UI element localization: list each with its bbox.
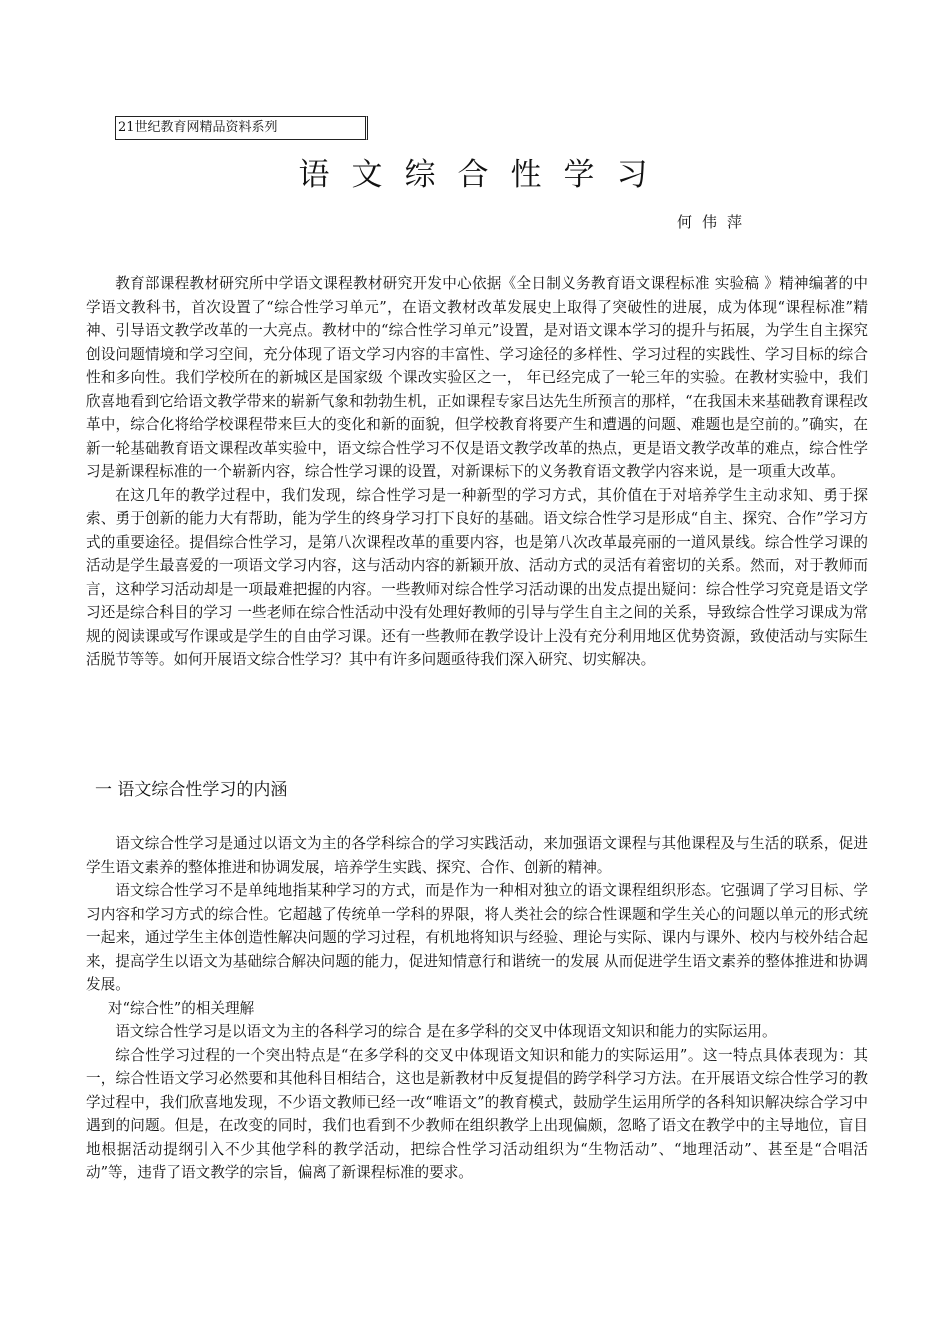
series-label-box [115,116,368,140]
section-heading: 一 语文综合性学习的内涵 [95,780,288,800]
author-name: 何伟萍 [677,213,753,231]
page-title: 语文综合性学习 [298,157,670,193]
section-1-body [86,832,868,1185]
intro-section [86,272,868,672]
section-paragraph-3: 语文综合性学习是以语文为主的各科学习的综合 是在多学科的交叉中体现语文知识和能力的实际运用。 [115,1023,777,1040]
intro-paragraph-1: 教育部课程教材研究所中学语文课程教材研究开发中心依据《全日制义务教育语文课程标准 实验稿 》精神编著的中学语文教科书，首次设置了“综合性学习单元”，在语文教材改革发展史上取得了突破性的进展，成为体现“课程标准”精神、引导语文教学改革的一大亮点。教材中的“综合性学习单元”设置，是对语文课本学习的提升与拓展，为学生自主探究创设问题情境和学习空间，充分体现了语文学习内容的丰富性、学习途径的多样性、学习过程的实践性、学习目标的综合性和多向性。我们学校所在的新城区是国家级 个课改实验区之一， 年已经完成了一轮三年的实验。在教材实验中，我们欣喜地看到它给语文教学带来的崭新气象和勃勃生机，正如课程专家吕达先生所预言的那样，“在我国未来基础教育课程改革中，综合化将给学校课程带来巨大的变化和新的面貌，但学校教育将要产生和遭遇的问题、难题也是空前的。”确实，在新一轮基础教育语文课程改革实验中，语文综合性学习不仅是语文教学改革的热点，更是语文教学改革的难点，综合性学习是新课程标准的一个崭新内容，综合性学习课的设置，对新课标下的义务教育语文教学内容来说，是一项重大改革。 [86,275,868,480]
section-paragraph-4: 综合性学习过程的一个突出特点是“在多学科的交叉中体现语文知识和能力的实际运用”。这一特点具体表现为：其一，综合性语文学习必然要和其他科目相结合，这也是新教材中反复提倡的跨学科学习方法。在开展语文综合性学习的教学过程中，我们欣喜地发现，不少语文教师已经一改“唯语文”的教育模式，鼓励学生运用所学的各科知识解决综合学习中遇到的问题。但是，在改变的同时，我们也看到不少教师在组织教学上出现偏颇，忽略了语文在教学中的主导地位，盲目地根据活动提纲引入不少其他学科的教学活动，把综合性学习活动组织为“生物活动”、“地理活动”、甚至是“合唱活动”等，违背了语文教学的宗旨，偏离了新课程标准的要求。 [86,1046,868,1181]
section-paragraph-1: 语文综合性学习是通过以语文为主的各学科综合的学习实践活动，来加强语文课程与其他课程及与生活的联系，促进学生语文素养的整体推进和协调发展，培养学生实践、探究、合作、创新的精神。 [86,835,868,876]
intro-paragraph-2: 在这几年的教学过程中，我们发现，综合性学习是一种新型的学习方式，其价值在于对培养学生主动求知、勇于探索、勇于创新的能力大有帮助，能为学生的终身学习打下良好的基础。语文综合性学习是形成“自主、探究、合作”学习方式的重要途径。提倡综合性学习，是第八次课程改革的重要内容，也是第八次改革最亮丽的一道风景线。综合性学习课的活动是学生最喜爱的一项语文学习内容，这与活动内容的新颖开放、活动方式的灵活有着密切的关系。然而，对于教师而言，这种学习活动却是一项最难把握的内容。一些教师对综合性学习活动课的出发点提出疑问：综合性学习究竟是语文学习还是综合科目的学习 一些老师在综合性活动中没有处理好教师的引导与学生自主之间的关系，导致综合性学习课成为常规的阅读课或写作课或是学生的自由学习课。还有一些教师在教学设计上没有充分利用地区优势资源，致使活动与实际生活脱节等等。如何开展语文综合性学习？其中有许多问题亟待我们深入研究、切实解决。 [86,486,868,668]
section-subheading: 对“综合性”的相关理解 [107,999,255,1017]
series-label: 21世纪教育网精品资料系列 [118,120,278,135]
section-paragraph-2: 语文综合性学习不是单纯地指某种学习的方式，而是作为一种相对独立的语文课程组织形态。它强调了学习目标、学习内容和学习方式的综合性。它超越了传统单一学科的界限，将人类社会的综合性课题和学生关心的问题以单元的形式统一起来，通过学生主体创造性解决问题的学习过程，有机地将知识与经验、理论与实际、课内与课外、校内与校外结合起来，提高学生以语文为基础综合解决问题的能力，促进知情意行和谐统一的发展 从而促进学生语文素养的整体推进和协调发展。 [86,882,868,993]
